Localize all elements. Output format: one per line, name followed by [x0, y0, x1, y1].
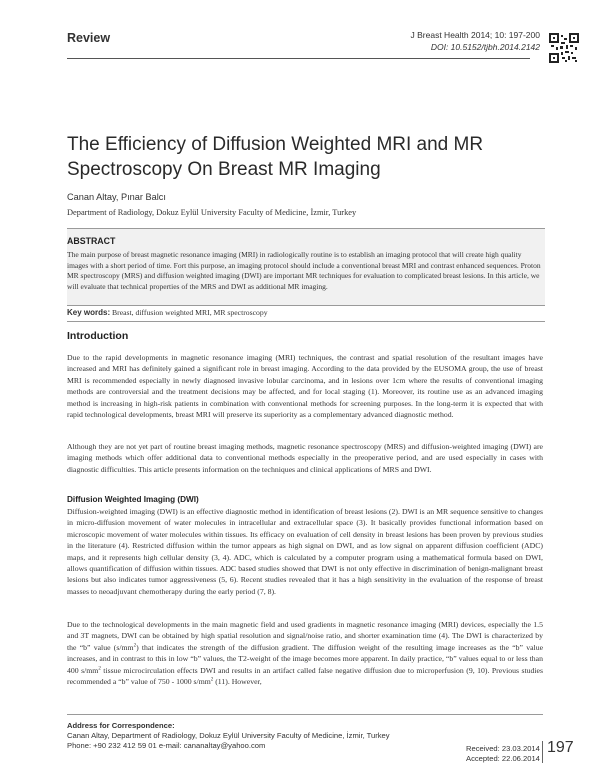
abstract-text: The main purpose of breast magnetic resonance imaging (MRI) in radiologically routine is to establish an imaging protocol that will create high quality images with a short period of time. Fort this purpose, an imaging protocol should include a conventional breast MRI and contrast enhanced sequences. Proton MR spectroscopy (MRS) and diffusion weighted imaging (DWI) are important MR techniques for evaluation to complicated breast lesions. In this article, we will evaluate that technical properties of the MRS and DWI as additional MR imaging.: [67, 250, 541, 291]
abstract-heading: ABSTRACT: [67, 236, 116, 246]
qr-code-icon: [549, 33, 579, 63]
correspondence-block: [67, 721, 390, 752]
paragraph-1: Due to the rapid developments in magnetic resonance imaging (MRI) techniques, the contrast and spatial resolution of the resultant images have increased and MRI has definitely gained a significant role in breast imaging. According to the data provided by the EUSOMA group, the use of breast MRI is recommended especially in newly diagnosed invasive lobular carcinoma, and in lesions over 1cm where the results of conventional imaging methods are controversial and the treatment decisions may be affected, and for local staging (1). Moreover, its routine use as an advanced imaging method is increasing in high-risk patients in combination with conventional methods for screening purposes. In the long-term it is expected that with rapid technological developments, breast MRI will preserve its superiority as a complementary advanced diagnostic method.: [67, 353, 543, 420]
journal-info: [411, 29, 540, 53]
paragraph-4-part-b: ) that indicates the strength of the diffusion gradient. The diffusion weight of the resulting image increases as the “b” value increases, and in contrast to this in low “b” values, the T2-weight of the image becomes more apparent. In daily practice, “b” values equal to or less than 400 s/mm: [67, 642, 544, 675]
article-affiliation: Department of Radiology, Dokuz Eylül University Faculty of Medicine, İzmir, Turkey: [67, 208, 357, 217]
correspondence-name: Canan Altay, Department of Radiology, Dokuz Eylül University Faculty of Medicine, İzmir, Turkey: [67, 731, 390, 741]
paragraph-2: Although they are not yet part of routine breast imaging methods, magnetic resonance spectroscopy (MRS) and diffusion-weighted imaging (DWI) are imaging methods which offer additional data to conventional methods especially in the preoperative period, and are used especially in cases with diagnostic difficulties. This article presents information on the techniques and clinical applications of MRS and DWI.: [67, 442, 543, 474]
article-authors: Canan Altay, Pınar Balcı: [67, 192, 166, 202]
footer-divider: [542, 741, 543, 763]
superscript-2: 2: [98, 666, 101, 672]
paragraph-4-part-c: tissue microcirculation effects DWI and results in an artifact called false negative diffusion due to microperfusion (9, 10). Previous studies recommended a “b” value of 750 - 1000 s/mm: [67, 665, 543, 687]
keywords-value: Breast, diffusion weighted MRI, MR spectroscopy: [112, 308, 268, 317]
doi-link[interactable]: DOI: 10.5152/tjbh.2014.2142: [430, 42, 540, 52]
keywords-line: [67, 308, 268, 317]
section-label: Review: [67, 31, 111, 45]
header-rule: [67, 58, 530, 59]
received-date: Received: 23.03.2014: [466, 744, 540, 753]
page-number: 197: [547, 739, 574, 756]
page-header: [0, 0, 600, 70]
superscript-2: 2: [210, 677, 214, 683]
paragraph-4: [67, 619, 543, 687]
article-title: The Efficiency of Diffusion Weighted MRI and MR Spectroscopy On Breast MR Imaging: [67, 134, 484, 180]
superscript-2: 2: [133, 643, 137, 649]
keywords-label: Key words:: [67, 308, 111, 317]
paragraph-4-part-a: Due to the technological developments in the main magnetic field and used gradients in magnetic resonance imaging (MRI) devices, especially the 1.5 and 3T magnets, DWI can be obtained by high spatial resolution and signal/noise ratio, and shorter examination time (4). The DWI is characterized by the “b” value (s/mm: [67, 620, 543, 652]
keywords-rule: [67, 321, 545, 322]
journal-citation: J Breast Health 2014; 10: 197-200: [410, 30, 540, 40]
paragraph-3: Diffusion-weighted imaging (DWI) is an effective diagnostic method in identification of breast lesions (2). DWI is an MR sequence sensitive to changes in micro-diffusion movement of water molecules in intracellular and extracellular space (3). It basically provides functional information based on microscopic movement of water molecules within tissues. Its efficacy on evaluation of cell density in breast lesions has been proven by previous studies in the literature (4). Restricted diffusion within the tumor appears as high signal on DWI, and as low signal on apparent diffusion coefficient (ADC) maps, and it represents high cellular density (3, 4). ADC, which is calculated by a computer program using a mathematical formula based on DWI, allows quantification of diffusion within tissues. ADC based studies showed that DWI is not only effective in discrimination of benign-malignant breast lesions but also indicates tumor aggressiveness (5, 6). Recent studies revealed that it has a high sensitivity in the evaluation of the response of breast masses to neoadjuvant chemotherapy during the early period (7, 8).: [67, 507, 543, 596]
correspondence-label: Address for Correspondence:: [67, 721, 175, 730]
footer-rule: [67, 714, 543, 715]
submission-dates: [466, 744, 546, 764]
introduction-heading: Introduction: [67, 330, 129, 342]
paragraph-4-part-d: (11). However,: [213, 677, 262, 687]
dwi-heading: Diffusion Weighted Imaging (DWI): [67, 495, 199, 504]
correspondence-contact: Phone: +90 232 412 59 01 e-mail: cananaltay@yahoo.com: [67, 741, 266, 751]
accepted-date: Accepted: 22.06.2014: [466, 754, 540, 764]
